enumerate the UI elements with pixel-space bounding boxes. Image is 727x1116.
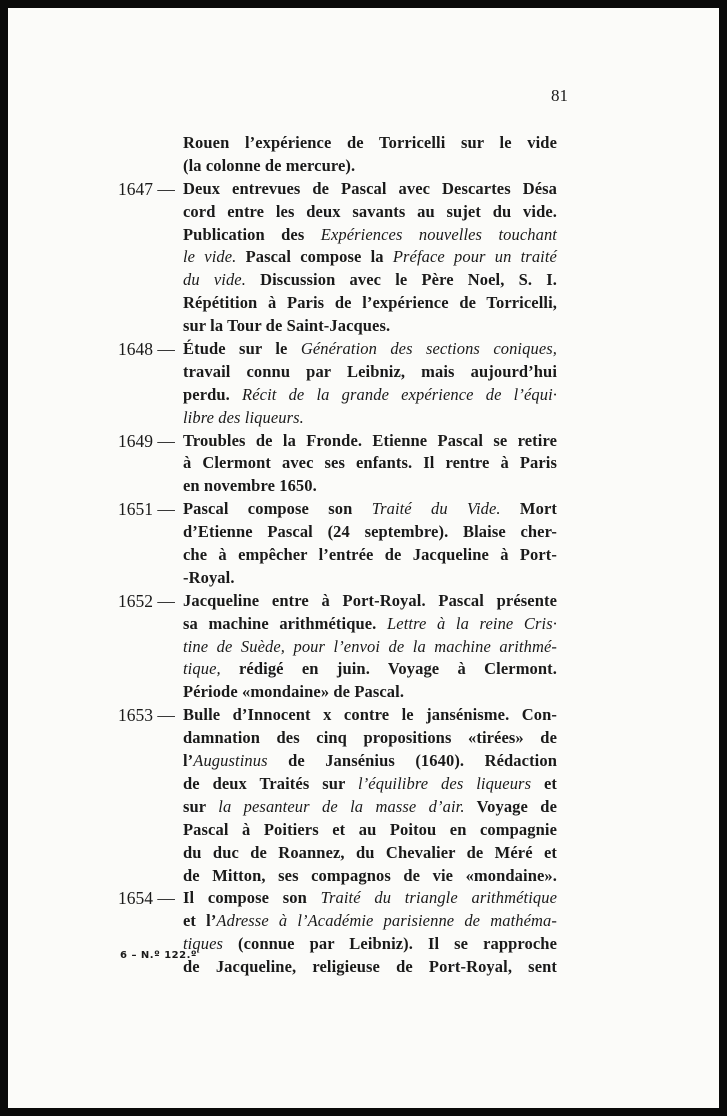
entry-text: de Jacqueline, religieuse de Port-Royal, sent	[183, 957, 557, 977]
text-line	[8, 613, 719, 636]
text-line	[8, 384, 719, 407]
text-line	[8, 773, 719, 796]
text-line	[8, 567, 719, 590]
text-line	[8, 407, 719, 430]
text-line	[8, 681, 719, 704]
entry-text: sa machine arithmétique. Lettre à la reine Cris·	[183, 613, 557, 633]
entry-text: Troubles de la Fronde. Etienne Pascal se retire	[183, 430, 557, 450]
entry-text: l’Augustinus de Jansénius (1640). Rédaction	[183, 751, 557, 771]
text-line	[8, 910, 719, 933]
text-line	[8, 956, 719, 979]
entry-text: Bulle d’Innocent x contre le jansénisme. Con-	[183, 705, 557, 725]
entry-text: Pascal à Poitiers et au Poitou en compagnie	[183, 819, 557, 839]
text-line	[8, 704, 719, 727]
chronology-list	[8, 132, 719, 979]
text-line	[8, 727, 719, 750]
text-line	[8, 361, 719, 384]
entry-year: 1654 —	[118, 888, 175, 909]
text-line	[8, 658, 719, 681]
entry-text: de Mitton, ses compagnos de vie «mondaine».	[183, 865, 557, 885]
text-line	[8, 269, 719, 292]
scanned-page	[8, 8, 719, 1108]
entry-text: Pascal compose son Traité du Vide. Mort	[183, 499, 557, 519]
entry-text: perdu. Récit de la grande expérience de l’équi·	[183, 384, 557, 404]
text-line	[8, 224, 719, 247]
entry-text: travail connu par Leibniz, mais aujourd’hui	[183, 361, 557, 381]
page-number: 81	[551, 86, 568, 105]
text-line	[8, 544, 719, 567]
entry-year: 1652 —	[118, 590, 175, 611]
text-line	[8, 887, 719, 910]
entry-text: Deux entrevues de Pascal avec Descartes Désa	[183, 178, 557, 198]
entry-text: le vide. Pascal compose la Préface pour un traité	[183, 247, 557, 267]
entry-text: tiques (connue par Leibniz). Il se rapproche	[183, 934, 557, 954]
entry-text: Étude sur le Génération des sections coniques,	[183, 339, 557, 359]
entry-text: tique, rédigé en juin. Voyage à Clermont.	[183, 659, 557, 679]
entry-text: tine de Suède, pour l’envoi de la machine arithmé-	[183, 636, 557, 656]
entry-text: -Royal.	[183, 567, 235, 587]
entry-text: Répétition à Paris de l’expérience de Torricelli,	[183, 293, 557, 313]
text-line	[8, 819, 719, 842]
text-line	[8, 178, 719, 201]
text-line	[8, 842, 719, 865]
entry-text: du duc de Roannez, du Chevalier de Méré et	[183, 842, 557, 862]
text-line	[8, 865, 719, 888]
document-sheet	[8, 8, 719, 1108]
text-line	[8, 430, 719, 453]
entry-text: libre des liqueurs.	[183, 407, 304, 427]
text-line	[8, 201, 719, 224]
text-line	[8, 292, 719, 315]
text-line	[8, 315, 719, 338]
entry-text: Jacqueline entre à Port-Royal. Pascal présente	[183, 590, 557, 610]
text-line	[8, 338, 719, 361]
text-line	[8, 132, 719, 155]
entry-text: (la colonne de mercure).	[183, 155, 356, 175]
entry-text: d’Etienne Pascal (24 septembre). Blaise cher-	[183, 522, 557, 542]
entry-text: sur la pesanteur de la masse d’air. Voyage de	[183, 796, 558, 816]
entry-text: cord entre les deux savants au sujet du vide.	[183, 201, 557, 221]
entry-text: du vide. Discussion avec le Père Noel, S. I.	[183, 270, 557, 290]
entry-year: 1648 —	[118, 339, 175, 360]
text-line	[8, 590, 719, 613]
text-line	[8, 155, 719, 178]
entry-year: 1651 —	[118, 499, 175, 520]
entry-text: de deux Traités sur l’équilibre des liqueurs et	[183, 773, 557, 793]
entry-text: Rouen l’expérience de Torricelli sur le vide	[183, 133, 557, 152]
text-line	[8, 636, 719, 659]
entry-text: Publication des Expériences nouvelles touchant	[183, 224, 557, 244]
entry-text: et l’Adresse à l’Académie parisienne de mathéma-	[183, 911, 557, 931]
entry-text: Il compose son Traité du triangle arithmétique	[183, 888, 557, 908]
signature-mark: 6 – N.º 122.º	[120, 950, 198, 961]
entry-year: 1649 —	[118, 430, 175, 451]
entry-text: à Clermont avec ses enfants. Il rentre à Paris	[183, 453, 557, 473]
text-line	[8, 521, 719, 544]
entry-text: en novembre 1650.	[183, 476, 317, 496]
text-line	[8, 498, 719, 521]
text-line	[8, 750, 719, 773]
text-line	[8, 246, 719, 269]
text-line	[8, 452, 719, 475]
entry-text: damnation des cinq propositions «tirées» de	[183, 728, 557, 748]
entry-year: 1647 —	[118, 178, 175, 199]
text-line	[8, 475, 719, 498]
entry-year: 1653 —	[118, 705, 175, 726]
entry-text: Période «mondaine» de Pascal.	[183, 682, 405, 702]
text-line	[8, 933, 719, 956]
text-line	[8, 796, 719, 819]
entry-text: sur la Tour de Saint-Jacques.	[183, 316, 391, 336]
entry-text: che à empêcher l’entrée de Jacqueline à Port-	[183, 545, 557, 565]
